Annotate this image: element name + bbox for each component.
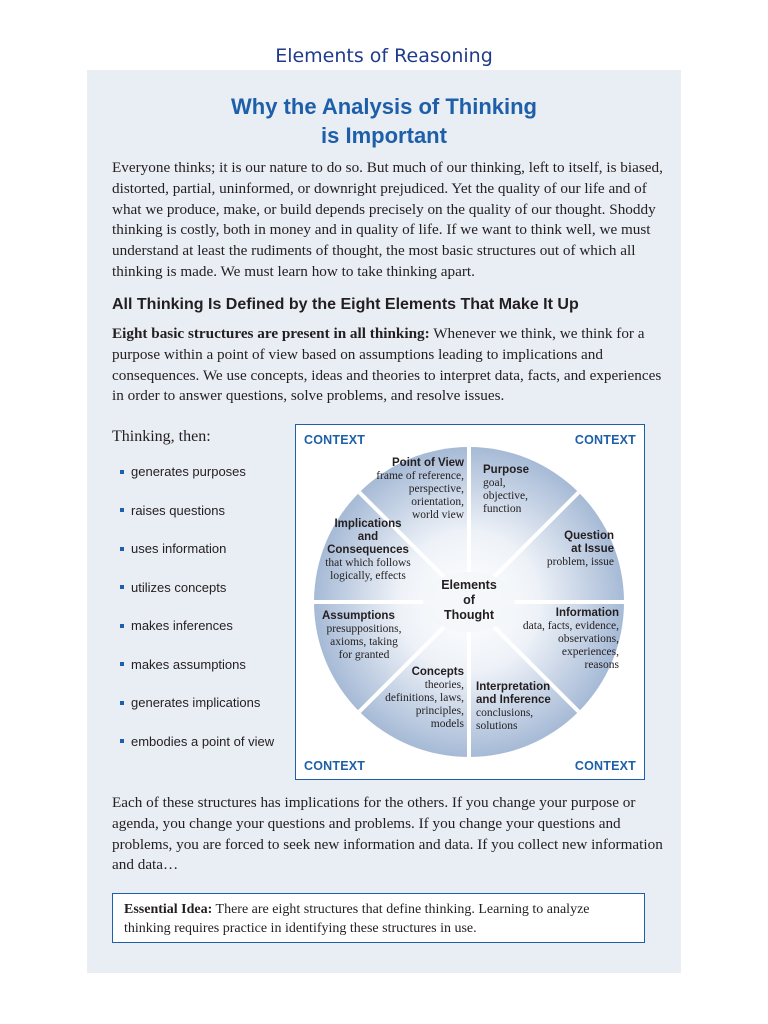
essential-idea-text: There are eight structures that define thinking. Learning to analyze thinking requires practice in identifying these structures in use.	[124, 902, 590, 936]
segment-desc: logically, effects	[330, 570, 406, 582]
bullet-text: generates implications	[131, 695, 261, 710]
segment-desc: solutions	[476, 720, 518, 732]
segment-title: Question	[564, 530, 614, 542]
segment-purpose	[483, 464, 563, 516]
segment-desc: goal,	[483, 477, 506, 489]
segment-title: Implications	[334, 518, 402, 530]
segment-desc: for granted	[338, 649, 390, 661]
document-title: Elements of Reasoning	[275, 45, 493, 67]
bullet-text: makes inferences	[131, 618, 233, 633]
segment-implications-and-consequences	[316, 518, 420, 583]
segment-assumptions	[318, 610, 410, 662]
essential-idea-lead: Essential Idea:	[124, 902, 213, 917]
segment-point-of-view	[374, 457, 464, 522]
segment-desc: axioms, taking	[330, 636, 398, 648]
list-item	[120, 503, 274, 542]
segment-desc: observations,	[557, 633, 619, 645]
segment-desc: function	[483, 503, 522, 515]
intro-paragraph: Everyone thinks; it is our nature to do so. But much of our thinking, left to itself, is biased, distorted, partial, uninformed, or downright prejudiced. Yet the quality of our life and of what we produce, make, or build depends precisely on the quality of our thought. Shoddy thinking is costly, both in money and in quality of life. If we want to think well, we must understand at least the rudiments of thought, the most basic structures out of which all thinking is made. We must learn how to take thinking apart.	[112, 159, 663, 280]
segment-desc: definitions, laws,	[385, 692, 464, 704]
bullet-text: embodies a point of view	[131, 733, 275, 749]
context-label-top-right: CONTEXT	[574, 433, 636, 447]
bullet-text: utilizes concepts	[131, 579, 227, 595]
implications-paragraph: Each of these structures has implications for the others. If you change your purpose or agenda, you change your questions and problems. If you change your questions and problems, you are forced to seek new information and data. If you collect new information and data…	[112, 794, 663, 874]
segment-desc: conclusions,	[476, 707, 534, 719]
segment-title: Assumptions	[322, 610, 395, 622]
list-item	[120, 657, 274, 696]
segment-desc: theories,	[424, 679, 464, 691]
segment-title: Point of View	[392, 457, 464, 469]
segment-desc: data, facts, evidence,	[522, 620, 619, 632]
bullet-text: generates purposes	[131, 464, 246, 479]
segment-title: at Issue	[571, 543, 614, 555]
bullet-text: uses information	[131, 541, 227, 556]
eight-structures-text: Whenever we think, we think for a purpose within a point of view based on assumptions leading to implications and consequences. We use concepts, ideas and theories to interpret data, facts, and experiences in order to answer questions, solve problems, and resolve issues.	[112, 325, 662, 405]
context-label-bottom-right: CONTEXT	[574, 759, 636, 773]
segment-concepts	[374, 666, 464, 731]
context-label-bottom-left: CONTEXT	[304, 759, 366, 773]
bullet-icon	[120, 470, 124, 474]
segment-desc: models	[430, 718, 464, 730]
eight-structures-lead: Eight basic structures are present in all thinking:	[112, 325, 430, 342]
eight-structures-paragraph	[112, 324, 667, 407]
bullet-icon	[120, 624, 124, 628]
segment-desc: perspective,	[408, 483, 464, 495]
list-item	[120, 734, 274, 773]
segment-title: and	[357, 531, 379, 543]
segment-desc: world view	[411, 509, 464, 521]
thinking-then-label: Thinking, then:	[112, 428, 211, 445]
segment-desc: experiences,	[561, 646, 619, 658]
list-item	[120, 618, 274, 657]
segment-title: Concepts	[411, 666, 464, 678]
bullet-text: raises questions	[131, 502, 225, 518]
segment-title: Information	[555, 607, 619, 619]
list-item	[120, 541, 274, 580]
segment-desc: that which follows	[325, 557, 411, 569]
bullet-text: makes assumptions	[131, 656, 246, 672]
bullet-icon	[120, 508, 124, 512]
center-line: Elements	[441, 578, 497, 592]
segment-desc: objective,	[483, 490, 529, 502]
context-label-top-left: CONTEXT	[304, 433, 366, 447]
segment-interpretation-and-inference	[476, 681, 566, 733]
bullet-icon	[120, 701, 124, 705]
list-item	[120, 695, 274, 734]
center-line: Thought	[444, 608, 494, 622]
elements-of-thought-diagram	[295, 424, 645, 780]
center-line: of	[463, 593, 475, 607]
segment-desc: reasons	[584, 659, 619, 671]
heading-line-2: is Important	[321, 123, 447, 148]
list-item	[120, 464, 274, 503]
page	[87, 70, 681, 973]
section-subheading: All Thinking Is Defined by the Eight Elements That Make It Up	[112, 296, 579, 313]
bullet-icon	[120, 739, 124, 743]
segment-title: Interpretation	[476, 681, 551, 693]
segment-desc: presuppositions,	[326, 623, 402, 635]
segment-desc: problem, issue	[546, 556, 614, 568]
segment-desc: frame of reference,	[376, 470, 464, 482]
segment-question-at-issue	[536, 530, 614, 569]
bullet-icon	[120, 585, 124, 589]
list-item	[120, 580, 274, 619]
segment-title: and Inference	[476, 694, 551, 706]
segment-desc: principles,	[415, 705, 464, 717]
heading-line-1: Why the Analysis of Thinking	[231, 94, 537, 119]
segment-title: Consequences	[327, 544, 409, 556]
bullet-icon	[120, 662, 124, 666]
page-heading	[87, 92, 681, 150]
segment-information	[511, 607, 619, 672]
thinking-bullet-list	[120, 464, 274, 772]
diagram-center-label	[434, 578, 504, 623]
essential-idea-box	[112, 893, 645, 943]
segment-desc: orientation,	[411, 496, 464, 508]
bullet-icon	[120, 547, 124, 551]
segment-title: Purpose	[483, 464, 530, 476]
